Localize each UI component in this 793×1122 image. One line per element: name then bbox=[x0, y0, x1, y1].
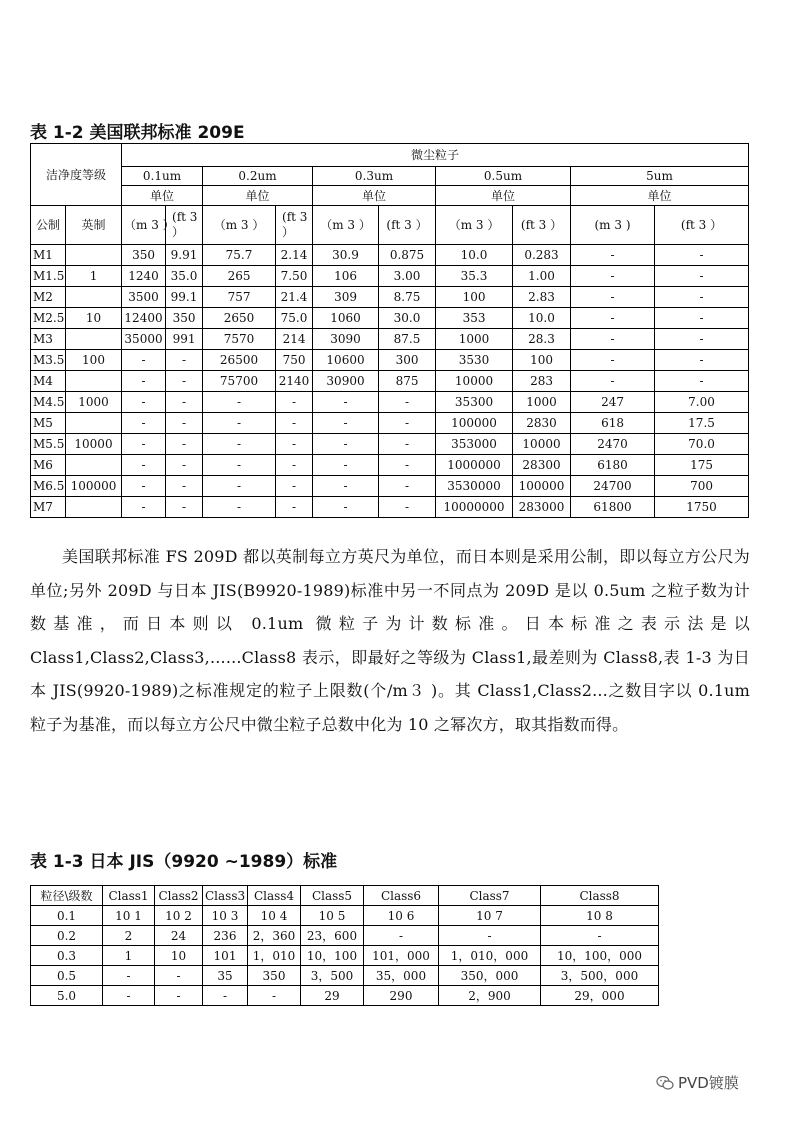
value-cell: - bbox=[276, 497, 313, 518]
value-cell: 1060 bbox=[313, 308, 379, 329]
value-cell: 10 2 bbox=[155, 906, 203, 926]
value-cell: 30.0 bbox=[379, 308, 436, 329]
metric-class-cell: M4.5 bbox=[31, 392, 66, 413]
value-cell: - bbox=[655, 266, 749, 287]
value-cell: 75700 bbox=[203, 371, 276, 392]
imperial-class-cell: 100 bbox=[66, 350, 122, 371]
table-row bbox=[31, 946, 659, 966]
header-unit-m3: （m 3 ） bbox=[313, 206, 379, 245]
value-cell: 3500 bbox=[122, 287, 166, 308]
value-cell: 10 8 bbox=[541, 906, 659, 926]
imperial-class-cell bbox=[66, 413, 122, 434]
value-cell: 2.14 bbox=[276, 245, 313, 266]
value-cell: 350 bbox=[166, 308, 203, 329]
value-cell: 283000 bbox=[513, 497, 571, 518]
value-cell: 29，000 bbox=[541, 986, 659, 1006]
table-row bbox=[31, 266, 749, 287]
value-cell: - bbox=[122, 350, 166, 371]
value-cell: 10，100 bbox=[301, 946, 364, 966]
header-size: 0.3um bbox=[313, 167, 436, 186]
value-cell: - bbox=[571, 308, 655, 329]
value-cell: 1750 bbox=[655, 497, 749, 518]
value-cell: 35.0 bbox=[166, 266, 203, 287]
value-cell: 618 bbox=[571, 413, 655, 434]
value-cell: - bbox=[122, 434, 166, 455]
table-1-3 bbox=[30, 885, 659, 1006]
metric-class-cell: M2 bbox=[31, 287, 66, 308]
value-cell: 700 bbox=[655, 476, 749, 497]
metric-class-cell: M5 bbox=[31, 413, 66, 434]
value-cell: 24700 bbox=[571, 476, 655, 497]
value-cell: - bbox=[541, 926, 659, 946]
value-cell: 991 bbox=[166, 329, 203, 350]
value-cell: - bbox=[122, 455, 166, 476]
table-row bbox=[31, 350, 749, 371]
value-cell: - bbox=[655, 287, 749, 308]
value-cell: 21.4 bbox=[276, 287, 313, 308]
value-cell: 30.9 bbox=[313, 245, 379, 266]
particle-size-cell: 0.2 bbox=[31, 926, 103, 946]
value-cell: 75.7 bbox=[203, 245, 276, 266]
value-cell: 10.0 bbox=[436, 245, 513, 266]
value-cell: 30900 bbox=[313, 371, 379, 392]
value-cell: 1.00 bbox=[513, 266, 571, 287]
imperial-class-cell: 100000 bbox=[66, 476, 122, 497]
value-cell: - bbox=[166, 413, 203, 434]
table-1-2 bbox=[30, 143, 749, 518]
imperial-class-cell bbox=[66, 455, 122, 476]
value-cell: 1000000 bbox=[436, 455, 513, 476]
value-cell: - bbox=[313, 455, 379, 476]
value-cell: 10600 bbox=[313, 350, 379, 371]
metric-class-cell: M6 bbox=[31, 455, 66, 476]
value-cell: 17.5 bbox=[655, 413, 749, 434]
value-cell: - bbox=[248, 986, 301, 1006]
value-cell: - bbox=[571, 245, 655, 266]
header-metric: 公制 bbox=[31, 206, 66, 245]
value-cell: 10 bbox=[155, 946, 203, 966]
value-cell: - bbox=[571, 350, 655, 371]
value-cell: - bbox=[379, 413, 436, 434]
value-cell: 247 bbox=[571, 392, 655, 413]
value-cell: 35，000 bbox=[364, 966, 439, 986]
value-cell: - bbox=[379, 497, 436, 518]
value-cell: 1000 bbox=[436, 329, 513, 350]
value-cell: 7.00 bbox=[655, 392, 749, 413]
imperial-class-cell bbox=[66, 497, 122, 518]
header-unit-ft3: (ft 3 ） bbox=[513, 206, 571, 245]
header-particles: 微尘粒子 bbox=[122, 144, 749, 167]
value-cell: 24 bbox=[155, 926, 203, 946]
value-cell: 2，900 bbox=[439, 986, 541, 1006]
value-cell: - bbox=[166, 371, 203, 392]
value-cell: 2.83 bbox=[513, 287, 571, 308]
value-cell: 214 bbox=[276, 329, 313, 350]
value-cell: - bbox=[571, 287, 655, 308]
table-row bbox=[31, 287, 749, 308]
value-cell: 75.0 bbox=[276, 308, 313, 329]
table-row bbox=[31, 392, 749, 413]
particle-size-cell: 5.0 bbox=[31, 986, 103, 1006]
value-cell: - bbox=[203, 455, 276, 476]
header-unit-ft3: (ft 3 ） bbox=[379, 206, 436, 245]
value-cell: 35.3 bbox=[436, 266, 513, 287]
particle-size-cell: 0.5 bbox=[31, 966, 103, 986]
value-cell: - bbox=[166, 392, 203, 413]
value-cell: 350 bbox=[248, 966, 301, 986]
body-paragraph bbox=[30, 540, 750, 741]
particle-size-cell: 0.1 bbox=[31, 906, 103, 926]
header-cell: Class4 bbox=[248, 886, 301, 906]
value-cell: - bbox=[122, 497, 166, 518]
value-cell: 10.0 bbox=[513, 308, 571, 329]
header-cell: Class3 bbox=[203, 886, 248, 906]
value-cell: - bbox=[379, 434, 436, 455]
value-cell: 10 1 bbox=[103, 906, 155, 926]
value-cell: - bbox=[203, 392, 276, 413]
header-cell: Class7 bbox=[439, 886, 541, 906]
value-cell: 750 bbox=[276, 350, 313, 371]
header-cell: 粒径\级数 bbox=[31, 886, 103, 906]
value-cell: 353000 bbox=[436, 434, 513, 455]
header-unit: 单位 bbox=[122, 186, 203, 206]
paragraph-text: 美国联邦标准 FS 209D 都以英制每立方英尺为单位，而日本则是采用公制，即以每立方公尺为单位;另外 209D 与日本 JIS(B9920-1989)标准中另一不同点为 209D 是以 0.5um 之粒子数为计数基准，而日本则以 0.1um 微粒子为计数标准。日本标准之表示法是以 Class1,Class2,Class3,......Class8 表示，即最好之等级为 Class1,最差则为 Class8,表 1-3 为日本 JIS(9920-1989)之标准规定的粒子上限数(个/m３ )。其 Class1,Class2...之数目字以 0.1um 粒子为基准，而以每立方公尺中微尘粒子总数中化为 10 之幂次方，取其指数而得。 bbox=[30, 547, 750, 734]
value-cell: 0.283 bbox=[513, 245, 571, 266]
value-cell: 35 bbox=[203, 966, 248, 986]
watermark-text: PVD镀膜 bbox=[678, 1074, 739, 1092]
imperial-class-cell bbox=[66, 245, 122, 266]
value-cell: - bbox=[166, 476, 203, 497]
value-cell: 100000 bbox=[436, 413, 513, 434]
value-cell: 61800 bbox=[571, 497, 655, 518]
value-cell: 757 bbox=[203, 287, 276, 308]
value-cell: 309 bbox=[313, 287, 379, 308]
header-unit-m3: (m 3 ) bbox=[571, 206, 655, 245]
value-cell: - bbox=[122, 476, 166, 497]
value-cell: 10000 bbox=[513, 434, 571, 455]
table-header-row bbox=[31, 886, 659, 906]
value-cell: - bbox=[655, 245, 749, 266]
value-cell: 6180 bbox=[571, 455, 655, 476]
wechat-icon bbox=[656, 1075, 674, 1091]
metric-class-cell: M1 bbox=[31, 245, 66, 266]
value-cell: 10 5 bbox=[301, 906, 364, 926]
value-cell: 175 bbox=[655, 455, 749, 476]
value-cell: 28300 bbox=[513, 455, 571, 476]
value-cell: 35000 bbox=[122, 329, 166, 350]
value-cell: 8.75 bbox=[379, 287, 436, 308]
value-cell: - bbox=[276, 434, 313, 455]
value-cell: - bbox=[203, 434, 276, 455]
imperial-class-cell bbox=[66, 329, 122, 350]
value-cell: - bbox=[379, 455, 436, 476]
value-cell: 283 bbox=[513, 371, 571, 392]
value-cell: 1，010 bbox=[248, 946, 301, 966]
value-cell: 350，000 bbox=[439, 966, 541, 986]
header-unit-m3: （m 3 ） bbox=[436, 206, 513, 245]
value-cell: 3.00 bbox=[379, 266, 436, 287]
value-cell: - bbox=[103, 986, 155, 1006]
header-size: 5um bbox=[571, 167, 749, 186]
value-cell: 3090 bbox=[313, 329, 379, 350]
value-cell: 10 7 bbox=[439, 906, 541, 926]
table-1-2-title: 表 1-2 美国联邦标准 209E bbox=[30, 123, 245, 143]
table-row bbox=[31, 926, 659, 946]
header-unit: 单位 bbox=[313, 186, 436, 206]
value-cell: - bbox=[122, 371, 166, 392]
value-cell: 28.3 bbox=[513, 329, 571, 350]
header-unit-ft3: (ft 3 ） bbox=[276, 206, 313, 245]
value-cell: - bbox=[155, 966, 203, 986]
value-cell: 3，500 bbox=[301, 966, 364, 986]
table-row bbox=[31, 986, 659, 1006]
value-cell: - bbox=[655, 350, 749, 371]
header-cell: Class5 bbox=[301, 886, 364, 906]
value-cell: - bbox=[313, 497, 379, 518]
header-cell: Class6 bbox=[364, 886, 439, 906]
table-1-3-title: 表 1-3 日本 JIS（9920 ~1989）标准 bbox=[30, 852, 338, 872]
value-cell: - bbox=[166, 350, 203, 371]
value-cell: 2830 bbox=[513, 413, 571, 434]
metric-class-cell: M4 bbox=[31, 371, 66, 392]
value-cell: 0.875 bbox=[379, 245, 436, 266]
metric-class-cell: M3.5 bbox=[31, 350, 66, 371]
header-unit-m3: （m 3 ） bbox=[122, 206, 166, 245]
value-cell: 1 bbox=[103, 946, 155, 966]
value-cell: - bbox=[655, 371, 749, 392]
value-cell: - bbox=[439, 926, 541, 946]
value-cell: 23，600 bbox=[301, 926, 364, 946]
value-cell: 10000000 bbox=[436, 497, 513, 518]
metric-class-cell: M5.5 bbox=[31, 434, 66, 455]
value-cell: 3530000 bbox=[436, 476, 513, 497]
table-row bbox=[31, 455, 749, 476]
metric-class-cell: M3 bbox=[31, 329, 66, 350]
value-cell: 87.5 bbox=[379, 329, 436, 350]
value-cell: 2140 bbox=[276, 371, 313, 392]
value-cell: 99.1 bbox=[166, 287, 203, 308]
value-cell: 265 bbox=[203, 266, 276, 287]
imperial-class-cell bbox=[66, 371, 122, 392]
table-row bbox=[31, 371, 749, 392]
value-cell: - bbox=[203, 476, 276, 497]
value-cell: - bbox=[276, 392, 313, 413]
metric-class-cell: M2.5 bbox=[31, 308, 66, 329]
value-cell: 7.50 bbox=[276, 266, 313, 287]
header-cell: Class8 bbox=[541, 886, 659, 906]
value-cell: 2470 bbox=[571, 434, 655, 455]
value-cell: 7570 bbox=[203, 329, 276, 350]
value-cell: - bbox=[122, 392, 166, 413]
value-cell: - bbox=[155, 986, 203, 1006]
table-row bbox=[31, 497, 749, 518]
imperial-class-cell: 1 bbox=[66, 266, 122, 287]
value-cell: 350 bbox=[122, 245, 166, 266]
value-cell: 1000 bbox=[513, 392, 571, 413]
value-cell: - bbox=[276, 476, 313, 497]
header-unit-m3: （m 3 ） bbox=[203, 206, 276, 245]
value-cell: - bbox=[103, 966, 155, 986]
value-cell: 875 bbox=[379, 371, 436, 392]
header-size: 0.5um bbox=[436, 167, 571, 186]
value-cell: - bbox=[203, 986, 248, 1006]
value-cell: 10 4 bbox=[248, 906, 301, 926]
value-cell: 101 bbox=[203, 946, 248, 966]
value-cell: 3530 bbox=[436, 350, 513, 371]
value-cell: 35300 bbox=[436, 392, 513, 413]
imperial-class-cell: 10 bbox=[66, 308, 122, 329]
value-cell: 29 bbox=[301, 986, 364, 1006]
value-cell: - bbox=[655, 329, 749, 350]
table-row bbox=[31, 308, 749, 329]
metric-class-cell: M1.5 bbox=[31, 266, 66, 287]
value-cell: 290 bbox=[364, 986, 439, 1006]
imperial-class-cell: 10000 bbox=[66, 434, 122, 455]
header-unit: 单位 bbox=[436, 186, 571, 206]
value-cell: - bbox=[122, 413, 166, 434]
value-cell: 300 bbox=[379, 350, 436, 371]
value-cell: 10000 bbox=[436, 371, 513, 392]
table-row bbox=[31, 906, 659, 926]
header-cleanliness-class: 洁净度等级 bbox=[31, 144, 122, 206]
table-row bbox=[31, 245, 749, 266]
value-cell: - bbox=[571, 266, 655, 287]
value-cell: 10 6 bbox=[364, 906, 439, 926]
value-cell: - bbox=[571, 371, 655, 392]
value-cell: - bbox=[203, 497, 276, 518]
value-cell: 1，010，000 bbox=[439, 946, 541, 966]
watermark bbox=[656, 1072, 739, 1093]
value-cell: - bbox=[655, 308, 749, 329]
value-cell: - bbox=[313, 413, 379, 434]
value-cell: 2，360 bbox=[248, 926, 301, 946]
value-cell: 2 bbox=[103, 926, 155, 946]
table-row bbox=[31, 413, 749, 434]
table-row bbox=[31, 329, 749, 350]
header-unit: 单位 bbox=[571, 186, 749, 206]
value-cell: - bbox=[166, 455, 203, 476]
value-cell: - bbox=[166, 434, 203, 455]
header-size: 0.2um bbox=[203, 167, 313, 186]
value-cell: 10 3 bbox=[203, 906, 248, 926]
value-cell: 236 bbox=[203, 926, 248, 946]
header-unit-ft3: (ft 3 ） bbox=[166, 206, 203, 245]
header-unit-ft3: (ft 3 ） bbox=[655, 206, 749, 245]
value-cell: 2650 bbox=[203, 308, 276, 329]
value-cell: - bbox=[313, 392, 379, 413]
header-size: 0.1um bbox=[122, 167, 203, 186]
value-cell: 106 bbox=[313, 266, 379, 287]
value-cell: 12400 bbox=[122, 308, 166, 329]
imperial-class-cell: 1000 bbox=[66, 392, 122, 413]
value-cell: 101，000 bbox=[364, 946, 439, 966]
value-cell: - bbox=[276, 455, 313, 476]
value-cell: 100 bbox=[436, 287, 513, 308]
value-cell: 353 bbox=[436, 308, 513, 329]
table-row bbox=[31, 434, 749, 455]
imperial-class-cell bbox=[66, 287, 122, 308]
value-cell: 9.91 bbox=[166, 245, 203, 266]
metric-class-cell: M6.5 bbox=[31, 476, 66, 497]
value-cell: 26500 bbox=[203, 350, 276, 371]
value-cell: 10，100，000 bbox=[541, 946, 659, 966]
value-cell: 100 bbox=[513, 350, 571, 371]
header-unit: 单位 bbox=[203, 186, 313, 206]
header-cell: Class2 bbox=[155, 886, 203, 906]
value-cell: - bbox=[571, 329, 655, 350]
header-cell: Class1 bbox=[103, 886, 155, 906]
metric-class-cell: M7 bbox=[31, 497, 66, 518]
value-cell: 70.0 bbox=[655, 434, 749, 455]
value-cell: - bbox=[313, 434, 379, 455]
value-cell: - bbox=[364, 926, 439, 946]
value-cell: 3，500，000 bbox=[541, 966, 659, 986]
table-row bbox=[31, 966, 659, 986]
value-cell: - bbox=[379, 476, 436, 497]
value-cell: - bbox=[203, 413, 276, 434]
value-cell: - bbox=[313, 476, 379, 497]
value-cell: 100000 bbox=[513, 476, 571, 497]
header-imperial: 英制 bbox=[66, 206, 122, 245]
value-cell: - bbox=[379, 392, 436, 413]
value-cell: - bbox=[276, 413, 313, 434]
value-cell: - bbox=[166, 497, 203, 518]
value-cell: 1240 bbox=[122, 266, 166, 287]
particle-size-cell: 0.3 bbox=[31, 946, 103, 966]
table-row bbox=[31, 476, 749, 497]
